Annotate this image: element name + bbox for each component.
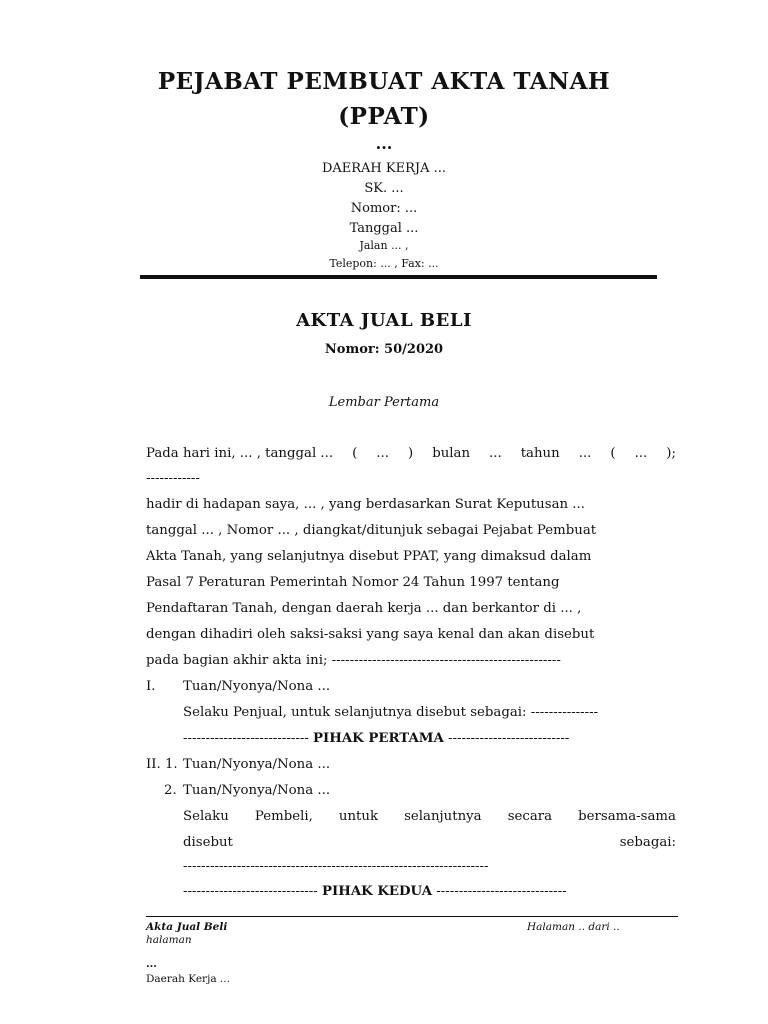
opening-dashes: ------------ <box>146 471 200 486</box>
role-word: untuk <box>338 809 379 824</box>
footer-ellipsis: ... <box>146 958 157 970</box>
role-word: secara <box>507 809 553 824</box>
opening-year-label: tahun <box>520 446 560 461</box>
office-name-placeholder: ... <box>375 134 393 153</box>
dash-left: ---------------------------- <box>183 731 309 746</box>
opening-year-words: ... <box>634 446 648 461</box>
party-one-label: PIHAK PERTAMA <box>313 731 444 746</box>
role-word: disebut <box>183 835 233 850</box>
footer-area: Daerah Kerja ... <box>146 973 230 985</box>
footer-page-word: halaman <box>146 934 192 946</box>
opening-paren-open: ( <box>352 446 358 461</box>
role-word: Selaku <box>183 809 229 824</box>
header-divider <box>140 275 657 279</box>
deed-title: AKTA JUAL BELI <box>296 310 472 331</box>
body-line-3: tanggal ... , Nomor ... , diangkat/ditunjuk sebagai Pejabat Pembuat <box>146 523 597 538</box>
office-title: PEJABAT PEMBUAT AKTA TANAH <box>157 68 611 95</box>
party-two-label-line <box>183 884 567 899</box>
body-line-6: Pendaftaran Tanah, dengan daerah kerja ... dan berkantor di ... , <box>146 601 582 616</box>
deed-number: Nomor: 50/2020 <box>324 342 444 357</box>
opening-month-label: bulan <box>432 446 471 461</box>
party-one-role: Selaku Penjual, untuk selanjutnya disebut sebagai: --------------- <box>183 705 599 720</box>
footer-page-of: Halaman .. dari .. <box>527 921 620 933</box>
party-one-label-line <box>183 731 569 746</box>
opening-month-value: ... <box>489 446 502 461</box>
party-two-role <box>183 809 676 824</box>
party-two-number: II. 1. <box>146 757 178 772</box>
party-two-name-1: Tuan/Nyonya/Nona ... <box>183 757 331 772</box>
body-line-2: hadir di hadapan saya, ... , yang berdasarkan Surat Keputusan ... <box>146 497 585 512</box>
header-date: Tanggal ... <box>349 221 419 236</box>
role-word: bersama-sama <box>578 809 676 824</box>
party-one-number: I. <box>146 679 156 694</box>
party-one-name: Tuan/Nyonya/Nona ... <box>183 679 331 694</box>
dash-right: --------------------------- <box>448 731 570 746</box>
footer-divider <box>146 916 678 917</box>
role-word: sebagai: <box>619 835 676 850</box>
party-two-label: PIHAK KEDUA <box>322 884 433 899</box>
party-two-number-2: 2. <box>164 783 177 798</box>
opening-date-text: Pada hari ini, ... , tanggal ... <box>146 446 334 461</box>
body-line-7: dengan dihadiri oleh saksi-saksi yang saya kenal dan akan disebut <box>146 627 595 642</box>
body-line-8: pada bagian akhir akta ini; --------------------------------------------------- <box>146 653 561 668</box>
party-two-role-2 <box>183 835 676 850</box>
dash-right: ----------------------------- <box>436 884 567 899</box>
party-two-name-2: Tuan/Nyonya/Nona ... <box>183 783 331 798</box>
body-line-5: Pasal 7 Peraturan Pemerintah Nomor 24 Tahun 1997 tentang <box>146 575 560 590</box>
party-two-dash-line: -------------------------------------------------------------------- <box>183 859 489 874</box>
sk-number: SK. ... <box>364 181 404 196</box>
work-area: DAERAH KERJA ... <box>321 161 447 176</box>
dash-left: ------------------------------ <box>183 884 318 899</box>
header-number: Nomor: ... <box>350 201 418 216</box>
footer-doc-name: Akta Jual Beli <box>146 921 228 933</box>
opening-line <box>146 446 676 461</box>
body-line-4: Akta Tanah, yang selanjutnya disebut PPAT, yang dimaksud dalam <box>146 549 592 564</box>
opening-paren-open-2: ( <box>610 446 616 461</box>
header-contact: Telepon: ... , Fax: ... <box>329 257 439 270</box>
opening-paren-close: ) <box>408 446 414 461</box>
header-street: Jalan ... , <box>359 239 409 252</box>
office-abbrev: (PPAT) <box>338 103 430 130</box>
role-word: Pembeli, <box>254 809 313 824</box>
opening-year-value: ... <box>578 446 592 461</box>
opening-paren-close-2: ); <box>666 446 676 461</box>
role-word: selanjutnya <box>404 809 482 824</box>
sheet-label: Lembar Pertama <box>328 395 440 410</box>
opening-day-value: ... <box>376 446 389 461</box>
